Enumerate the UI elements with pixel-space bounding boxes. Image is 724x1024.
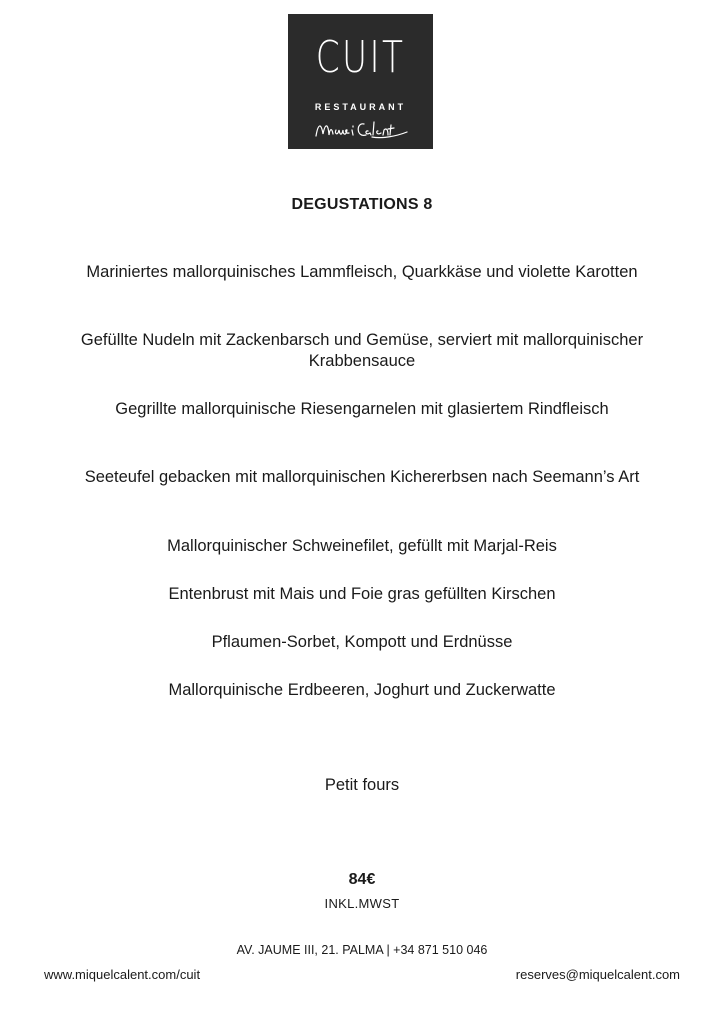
logo-wordmark: CUIT — [315, 32, 406, 83]
menu-title: DEGUSTATIONS 8 — [291, 196, 433, 213]
signature-icon — [312, 116, 412, 142]
restaurant-logo — [288, 14, 433, 149]
restaurant-address: AV. JAUME III, 21. PALMA | +34 871 510 046 — [236, 943, 488, 957]
course-item: Entenbrust mit Mais und Foie gras gefüllten Kirschen — [168, 585, 556, 603]
course-item: Gefüllte Nudeln mit Zackenbarsch und Gemüse, serviert mit mallorquinischer Krabbensauce — [80, 331, 644, 370]
course-item: Seeteufel gebacken mit mallorquinischen Kichererbsen nach Seemann’s Art — [84, 468, 640, 486]
course-item: Mallorquinischer Schweinefilet, gefüllt mit Marjal-Reis — [167, 537, 557, 555]
tax-note: INKL.MWST — [324, 896, 400, 911]
email-link[interactable]: reserves@miquelcalent.com — [515, 967, 680, 982]
course-item: Pflaumen-Sorbet, Kompott und Erdnüsse — [211, 633, 513, 651]
course-item: Mallorquinische Erdbeeren, Joghurt und Zuckerwatte — [168, 681, 556, 699]
website-link[interactable]: www.miquelcalent.com/cuit — [44, 967, 201, 982]
menu-price: 84€ — [348, 871, 376, 888]
petit-fours: Petit fours — [324, 776, 400, 794]
logo-subtitle: RESTAURANT — [314, 102, 407, 112]
course-item: Mariniertes mallorquinisches Lammfleisch, Quarkkäse und violette Karotten — [86, 263, 638, 281]
course-item: Gegrillte mallorquinische Riesengarnelen mit glasiertem Rindfleisch — [115, 400, 609, 418]
